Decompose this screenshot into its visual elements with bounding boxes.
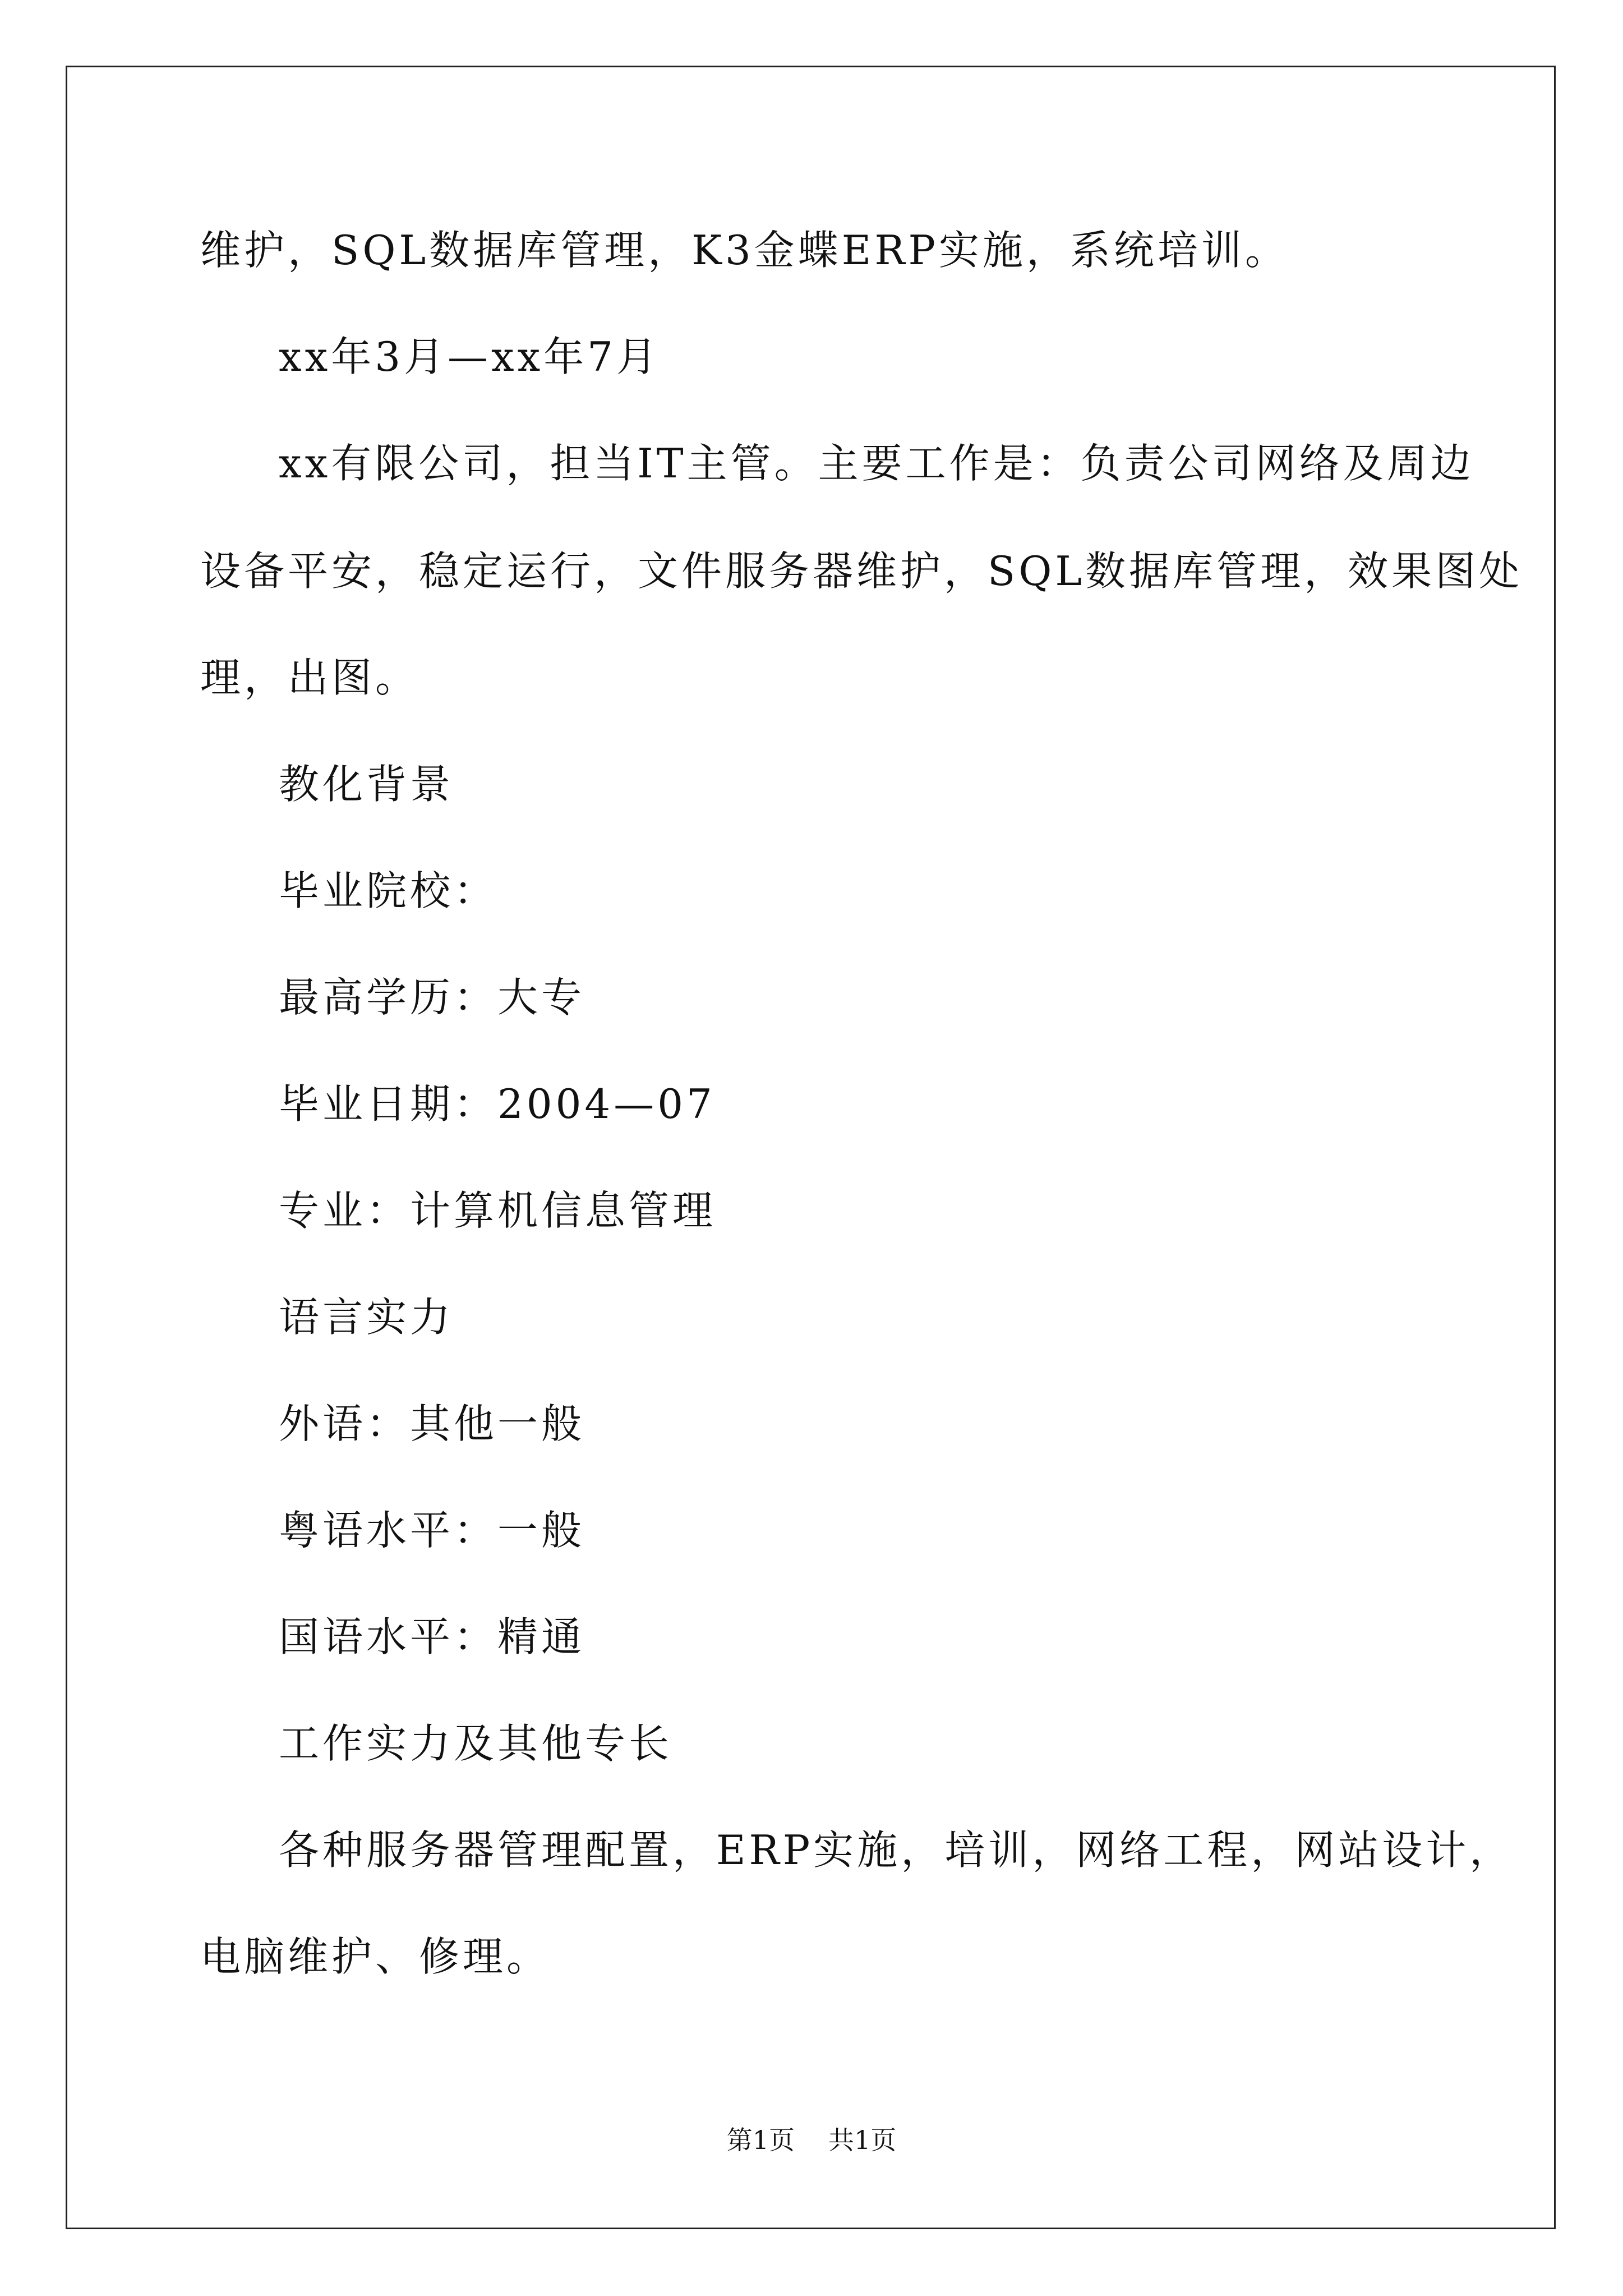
body-line: 设备平安，稳定运行，文件服务器维护，SQL数据库管理，效果图处 bbox=[200, 547, 1523, 595]
page-border bbox=[66, 66, 1556, 2229]
field-line: 国语水平：精通 bbox=[279, 1613, 585, 1660]
body-line: xx有限公司，担当IT主管。主要工作是：负责公司网络及周边 bbox=[279, 440, 1474, 487]
body-line: 维护，SQL数据库管理，K3金蝶ERP实施，系统培训。 bbox=[200, 227, 1289, 274]
section-heading: 教化背景 bbox=[279, 761, 454, 808]
field-line: 专业：计算机信息管理 bbox=[279, 1187, 717, 1234]
field-line: 外语：其他一般 bbox=[279, 1400, 585, 1447]
field-line: 毕业日期：2004—07 bbox=[279, 1080, 716, 1128]
body-line: 理，出图。 bbox=[200, 654, 419, 701]
body-line: 各种服务器管理配置，ERP实施，培训，网络工程，网站设计， bbox=[279, 1826, 1514, 1874]
page-footer bbox=[0, 2127, 1623, 2153]
section-heading: 语言实力 bbox=[279, 1294, 454, 1341]
field-line: 毕业院校： bbox=[279, 867, 498, 914]
page-total: 共1页 bbox=[828, 2125, 897, 2155]
body-line: 电脑维护、修理。 bbox=[200, 1933, 551, 1980]
date-range-line: xx年3月—xx年7月 bbox=[279, 333, 661, 380]
field-line: 最高学历：大专 bbox=[279, 974, 585, 1021]
field-line: 粤语水平：一般 bbox=[279, 1507, 585, 1554]
page-number: 第1页 bbox=[726, 2125, 795, 2155]
section-heading: 工作实力及其他专长 bbox=[279, 1720, 673, 1767]
